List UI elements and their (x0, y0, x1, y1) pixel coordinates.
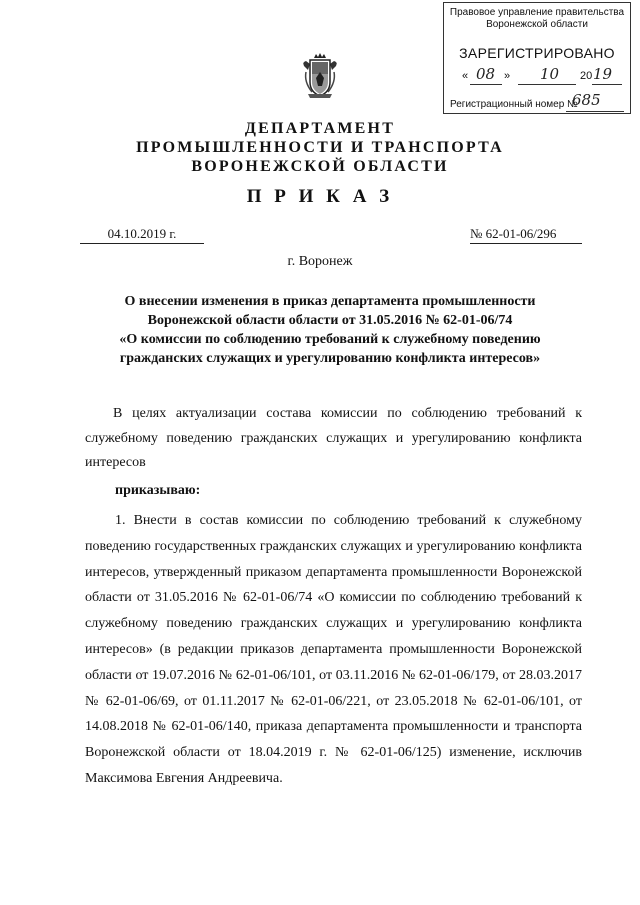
order-subject-line1: О внесении изменения в приказ департамента промышленности (124, 294, 536, 309)
department-name-line2: ПРОМЫШЛЕННОСТИ И ТРАНСПОРТА (136, 139, 504, 156)
stamp-reg-underline (566, 111, 624, 112)
preamble-paragraph: В целях актуализации состава комиссии по соблюдению требований к служебному поведению гражданских служащих и урегулированию конфликта интересов (85, 406, 582, 470)
department-name-line3: ВОРОНЕЖСКОЙ ОБЛАСТИ (191, 158, 449, 175)
stamp-status: ЗАРЕГИСТРИРОВАНО (459, 45, 615, 61)
coat-of-arms-icon (300, 52, 340, 100)
stamp-month: 10 (540, 65, 560, 83)
order-directive-word: приказываю: (115, 483, 201, 498)
registration-stamp (443, 2, 631, 114)
order-subject-line2: Воронежской области области от 31.05.2016 № 62-01-06/74 (147, 313, 513, 328)
stamp-organization (444, 7, 630, 31)
order-subject-line4: гражданских служащих и урегулированию конфликта интересов» (119, 351, 541, 366)
order-subject-heading (76, 292, 584, 368)
stamp-year-prefix: 20 (580, 70, 593, 82)
order-date: 04.10.2019 г. (80, 226, 204, 244)
document-type-title: П Р И К А З (246, 186, 394, 207)
order-subject-line3: «О комиссии по соблюдению требований к служебному поведению (119, 332, 541, 347)
stamp-quote-open: « (462, 70, 469, 82)
stamp-date (462, 65, 622, 87)
stamp-reg-label: Регистрационный номер № (450, 99, 578, 110)
order-number: № 62-01-06/296 (470, 226, 582, 244)
stamp-org-line1: Правовое управление правительства (449, 7, 625, 18)
stamp-year-suffix: 19 (593, 65, 613, 83)
stamp-month-underline (518, 84, 576, 85)
stamp-year-underline (592, 84, 622, 85)
stamp-reg-number: 685 (572, 91, 601, 109)
stamp-reg-number-row (450, 91, 630, 113)
stamp-quote-close: » (504, 70, 511, 82)
stamp-org-line2: Воронежской области (486, 19, 588, 30)
stamp-day: 08 (476, 65, 496, 83)
order-city: г. Воронеж (287, 254, 353, 269)
clause-1-paragraph: 1. Внести в состав комиссии по соблюдению требований к служебному поведению государственных гражданских служащих и урегулированию конфликта интересов, утвержденный приказом департамента промышленности Воронежской области от 31.05.2016 № 62-01-06/74 «О комиссии по соблюдению требований к служебному поведению гражданских служащих и урегулированию конфликта интересов» (в редакции приказов департамента промышленности Воронежской области от 19.07.2016 № 62-01-06/101, от 03.11.2016 № 62-01-06/179, от 28.03.2017 № 62-01-06/69, от 01.11.2017 № 62-01-06/221, от 23.05.2018 № 62-01-06/101, от 14.08.2018 № 62-01-06/140, приказа департамента промышленности и транспорта Воронежской области от 18.04.2019 г. № 62-01-06/125) изменение, исключив Максимова Евгения Андреевича. (85, 513, 582, 786)
department-name-line1: ДЕПАРТАМЕНТ (244, 120, 396, 137)
stamp-day-underline (470, 84, 502, 85)
